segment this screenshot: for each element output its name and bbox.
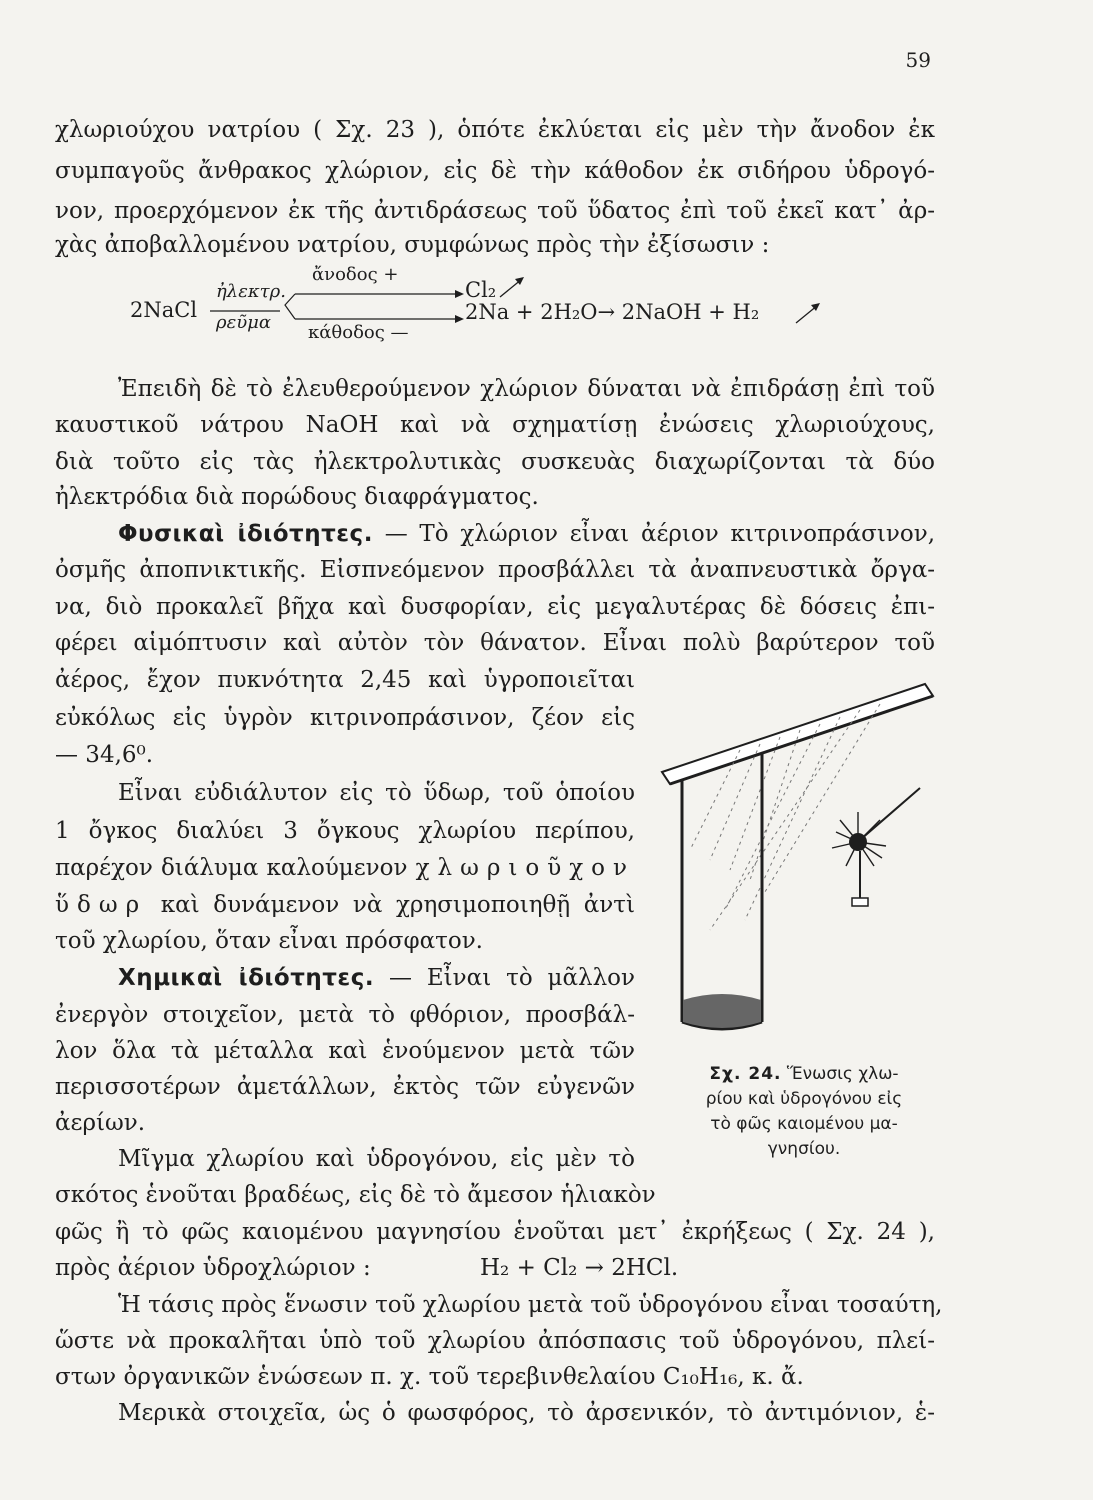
text-line: Ἐπειδὴ δὲ τὸ ἐλευθερούμενον χλώριον δύναται νὰ ἐπιδράσῃ ἐπὶ τοῦ bbox=[118, 376, 935, 402]
text-line: ἀέρος, ἔχον πυκνότητα 2,45 καὶ ὑγροποιεῖται bbox=[55, 667, 635, 693]
text-line: νον, προερχόμενον ἐκ τῆς ἀντιδράσεως τοῦ ὕδατος ἐπὶ τοῦ ἐκεῖ κατ᾿ ἀρ- bbox=[55, 198, 935, 224]
caption-text: Ἕνωσις χλω- bbox=[786, 1064, 899, 1084]
figure-24-illustration bbox=[650, 670, 950, 1060]
caption-line: γνησίου. bbox=[767, 1139, 841, 1159]
text-line: εὐκόλως εἰς ὑγρὸν κιτρινοπράσινον, ζέον εἰς bbox=[55, 705, 635, 731]
physical-properties-line bbox=[55, 519, 935, 549]
chemical-properties-line bbox=[55, 963, 635, 993]
anode-label: ἄνοδος + bbox=[312, 264, 399, 285]
emphasized-term: χλωριοῦχον bbox=[415, 855, 635, 881]
page-number: 59 bbox=[905, 48, 931, 72]
text-line: ἐνεργὸν στοιχεῖον, μετὰ τὸ φθόριον, προσβάλ- bbox=[55, 1002, 635, 1028]
text-line: να, διὸ προκαλεῖ βῆχα καὶ δυσφορίαν, εἰς μεγαλυτέρας δὲ δόσεις ἐπι- bbox=[55, 594, 935, 620]
text-line: — 34,6⁰. bbox=[55, 742, 154, 768]
text-line: περισσοτέρων ἀμετάλλων, ἐκτὸς τῶν εὐγενῶν bbox=[55, 1074, 635, 1100]
equation-condition-bottom: ρεῦμα bbox=[216, 312, 272, 333]
text-line: ἀερίων. bbox=[55, 1110, 146, 1136]
hcl-equation: H₂ + Cl₂ → 2HCl. bbox=[480, 1255, 679, 1281]
text-line bbox=[55, 853, 635, 883]
text-line: Μερικὰ στοιχεῖα, ὡς ὁ φωσφόρος, τὸ ἀρσενικόν, τὸ ἀντιμόνιον, ἑ- bbox=[118, 1400, 935, 1426]
text-line: ὀσμῆς ἀποπνικτικῆς. Εἰσπνεόμενον προσβάλλει τὰ ἀναπνευστικὰ ὄργα- bbox=[55, 557, 935, 583]
text-line: Ἡ τάσις πρὸς ἕνωσιν τοῦ χλωρίου μετὰ τοῦ ὑδρογόνου εἶναι τοσαύτη, bbox=[118, 1292, 943, 1318]
equation-reactant: 2NaCl bbox=[130, 298, 198, 322]
cathode-products: 2Na + 2H₂O→ 2NaOH + H₂ bbox=[465, 300, 760, 324]
text-line: καυστικοῦ νάτρου NaOH καὶ νὰ σχηματίσῃ ἐνώσεις χλωριούχους, bbox=[55, 412, 935, 438]
anode-product: Cl₂ bbox=[465, 278, 497, 302]
figure-24-caption bbox=[668, 1062, 940, 1162]
text-line: Εἶναι εὐδιάλυτον εἰς τὸ ὕδωρ, τοῦ ὁποίου bbox=[118, 780, 635, 806]
text-line: χὰς ἀποβαλλομένου νατρίου, συμφώνως πρὸς τὴν ἐξίσωσιν : bbox=[55, 232, 770, 258]
text-line: συμπαγοῦς ἄνθρακος χλώριον, εἰς δὲ τὴν κάθοδον ἐκ σιδήρου ὑδρογό- bbox=[55, 158, 935, 184]
text-line: στων ὀργανικῶν ἑνώσεων π. χ. τοῦ τερεβινθελαίου C₁₀H₁₆, κ. ἄ. bbox=[55, 1364, 804, 1390]
text-line: Μῖγμα χλωρίου καὶ ὑδρογόνου, εἰς μὲν τὸ bbox=[118, 1146, 635, 1172]
text-line: σκότος ἑνοῦται βραδέως, εἰς δὲ τὸ ἄμεσον ἡλιακὸν bbox=[55, 1182, 656, 1208]
caption-line bbox=[668, 1062, 940, 1087]
emphasized-term: ὕδωρ bbox=[55, 892, 148, 918]
text-line: διὰ τοῦτο εἰς τὰς ἠλεκτρολυτικὰς συσκευὰς διαχωρίζονται τὰ δύο bbox=[55, 449, 935, 475]
figure-label: Σχ. 24. bbox=[709, 1064, 782, 1084]
text-line: 1 ὄγκος διαλύει 3 ὄγκους χλωρίου περίπου, bbox=[55, 818, 635, 844]
text-span: παρέχον διάλυμα καλούμενον bbox=[55, 855, 408, 881]
text-line: ὥστε νὰ προκαλῆται ὑπὸ τοῦ χλωρίου ἀπόσπασις τοῦ ὑδρογόνου, πλεί- bbox=[55, 1328, 935, 1354]
text-line: πρὸς ἀέριον ὑδροχλώριον : bbox=[55, 1255, 371, 1281]
text-line: ἠλεκτρόδια διὰ πορώδους διαφράγματος. bbox=[55, 484, 539, 510]
text-line: χλωριούχου νατρίου ( Σχ. 23 ), ὁπότε ἐκλύεται εἰς μὲν τὴν ἄνοδον ἐκ bbox=[55, 117, 935, 143]
caption-line: τὸ φῶς καιομένου μα- bbox=[710, 1114, 898, 1134]
equation-condition-top: ἠλεκτρ. bbox=[216, 281, 286, 302]
cathode-label: κάθοδος — bbox=[308, 322, 409, 343]
text-span: — Εἶναι τὸ μᾶλλον bbox=[389, 965, 636, 991]
equation-arrows bbox=[200, 275, 840, 335]
section-heading-physical: Φυσικαὶ ἰδιότητες. bbox=[118, 521, 373, 547]
text-line: λον ὅλα τὰ μέταλλα καὶ ἑνούμενον μετὰ τῶν bbox=[55, 1038, 635, 1064]
text-span: — Τὸ χλώριον εἶναι ἀέριον κιτρινοπράσινον, bbox=[384, 521, 935, 547]
text-span: καὶ δυνάμενον νὰ χρησιμοποιηθῇ ἀντὶ bbox=[160, 892, 635, 918]
caption-line: ρίου καὶ ὑδρογόνου εἰς bbox=[705, 1089, 903, 1109]
section-heading-chemical: Χημικαὶ ἰδιότητες. bbox=[118, 965, 375, 991]
text-line bbox=[55, 890, 635, 920]
text-line: τοῦ χλωρίου, ὅταν εἶναι πρόσφατον. bbox=[55, 928, 483, 954]
text-line: φῶς ἢ τὸ φῶς καιομένου μαγνησίου ἑνοῦται μετ᾿ ἐκρήξεως ( Σχ. 24 ), bbox=[55, 1219, 935, 1245]
text-line: φέρει αἱμόπτυσιν καὶ αὐτὸν τὸν θάνατον. Εἶναι πολὺ βαρύτερον τοῦ bbox=[55, 630, 935, 656]
